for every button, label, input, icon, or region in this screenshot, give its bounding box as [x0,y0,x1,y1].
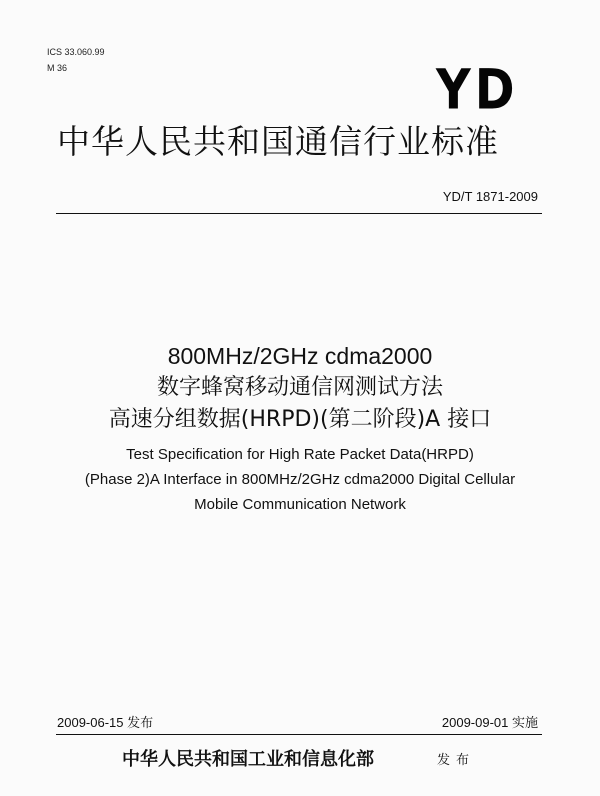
title-line-2: 数字蜂窝移动通信网测试方法 [156,375,443,400]
document-title [0,340,600,517]
english-title-line-2: (Phase 2)A Interface in 800MHz/2GHz cdma2000 Digital Cellular [84,471,516,488]
classification-codes [47,44,105,76]
standard-category-title: 中华人民共和国通信行业标准 [57,122,499,161]
footer-divider [56,734,542,735]
publisher-name: 中华人民共和国工业和信息化部 [122,749,374,770]
ccs-code: M 36 [47,63,68,73]
issue-date: 2009-06-15 发布 [57,715,154,730]
title-line-3: 高速分组数据(HRPD)(第二阶段)A 接口 [108,407,492,432]
title-line-1: 800MHz/2GHz cdma2000 [167,343,433,369]
header-divider [56,213,542,214]
english-title-line-1: Test Specification for High Rate Packet Data(HRPD) [126,446,474,463]
standard-number: YD/T 1871-2009 [442,189,538,204]
yd-logo: YD [436,58,519,123]
ics-code: ICS 33.060.99 [47,47,105,57]
implementation-date: 2009-09-01 实施 [441,715,538,730]
publish-label: 发布 [437,753,476,768]
english-title-line-3: Mobile Communication Network [194,496,406,513]
